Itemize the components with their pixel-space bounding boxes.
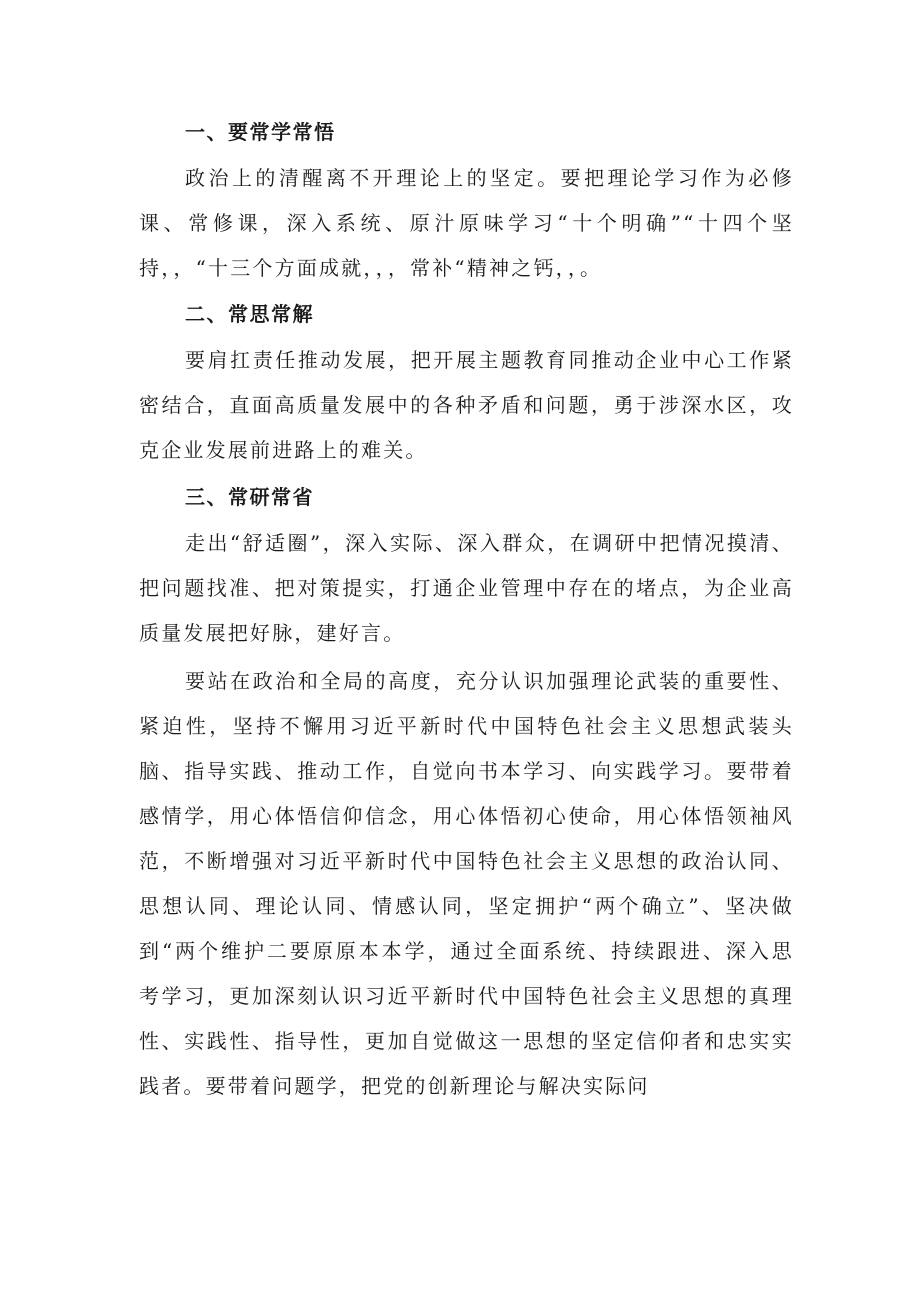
section-heading-1: 一、要常学常悟 (185, 120, 336, 144)
section-paragraph-1: 政治上的清醒离不开理论上的坚定。要把理论学习作为必修课、常修课，深入系统、原汁原味学习“十个明确”“十四个坚持，，“十三个方面成就，，，常补“精神之钙，，。 (139, 166, 794, 280)
section-paragraph-3: 走出“舒适圈”，深入实际、深入群众，在调研中把情况摸清、把问题找准、把对策提实，打通企业管理中存在的堵点，为企业高质量发展把好脉，建好言。 (139, 531, 794, 645)
section-paragraph-2: 要肩扛责任推动发展，把开展主题教育同推动企业中心工作紧密结合，直面高质量发展中的各种矛盾和问题，勇于涉深水区，攻克企业发展前进路上的难关。 (139, 348, 794, 462)
section-heading-2: 二、常思常解 (185, 302, 314, 326)
document-body (139, 110, 794, 1109)
section-heading-3: 三、常研常省 (185, 485, 314, 509)
closing-paragraph: 要站在政治和全局的高度，充分认识加强理论武装的重要性、紧迫性，坚持不懈用习近平新时代中国特色社会主义思想武装头脑、指导实践、推动工作，自觉向书本学习、向实践学习。要带着感情学，用心体悟信仰信念，用心体悟初心使命，用心体悟领袖风范，不断增强对习近平新时代中国特色社会主义思想的政治认同、思想认同、理论认同、情感认同，坚定拥护“两个确立”、坚决做到“两个维护二要原原本本学，通过全面系统、持续跟进、深入思考学习，更加深刻认识习近平新时代中国特色社会主义思想的真理性、实践性、指导性，更加自觉做这一思想的坚定信仰者和忠实实践者。要带着问题学，把党的创新理论与解决实际问 (139, 669, 794, 1098)
